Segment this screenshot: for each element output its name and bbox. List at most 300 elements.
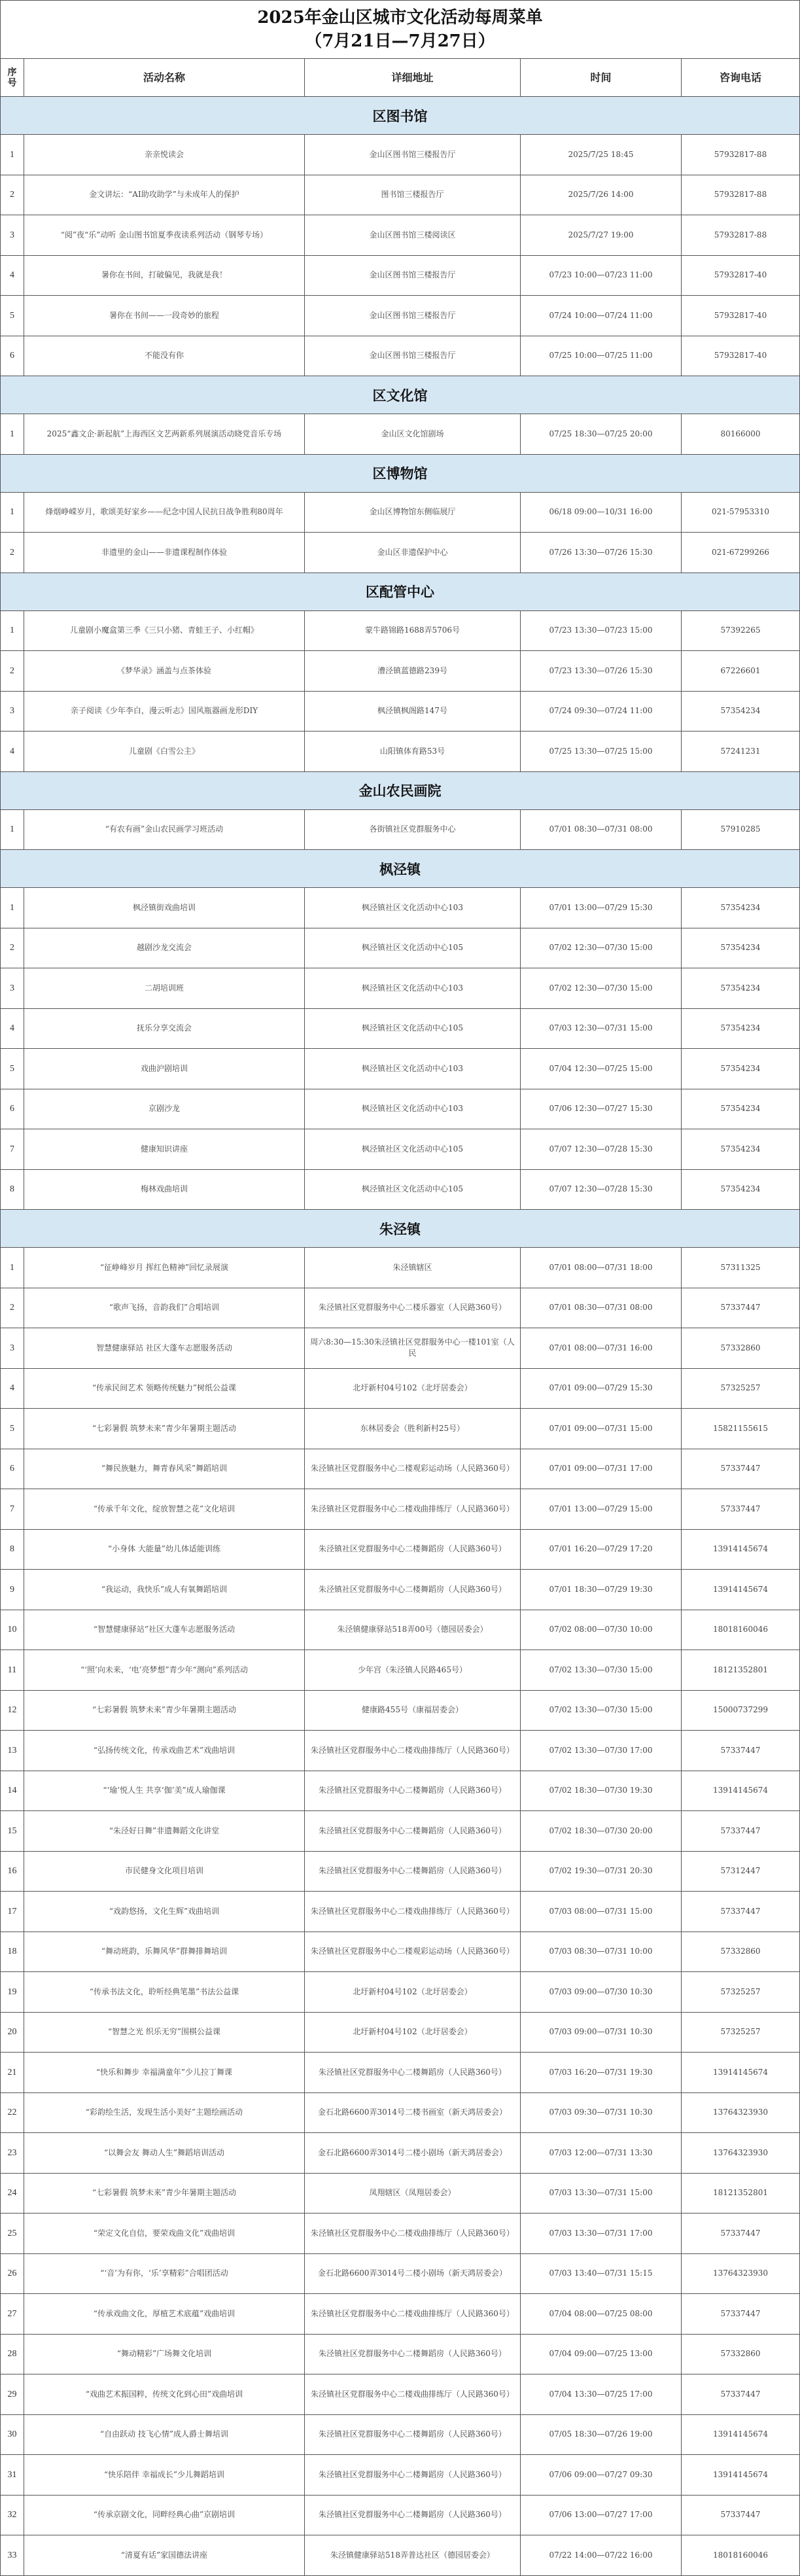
cell-no: 2 (1, 175, 24, 215)
table-row (1, 2496, 799, 2536)
table-row (1, 2455, 799, 2496)
cell-name: 非遗里的金山——非遗课程制作体验 (24, 533, 305, 573)
cell-time: 07/25 13:30—07/25 15:00 (521, 732, 682, 771)
cell-address: 朱泾镇健康驿站518弄00号（德园居委会） (305, 1610, 521, 1650)
cell-phone: 67226601 (720, 665, 761, 675)
cell-address: 金山区非遗保护中心 (305, 533, 521, 573)
cell-address: 金山区图书馆三楼阅读区 (305, 215, 521, 255)
cell-address: 金石北路6600弄3014号二楼书画室（新天鸿居委会） (305, 2093, 521, 2133)
cell-address: 朱泾镇社区党群服务中心二楼观彩运动场（人民路360号） (305, 1449, 521, 1489)
table-title (1, 0, 799, 59)
cell-time: 07/01 08:00—07/31 16:00 (521, 1328, 682, 1368)
cell-name: 2025“鑫文企·新起航”上海西区文艺两新系列展演活动晓党音乐专场 (24, 414, 305, 454)
cell-no: 1 (1, 135, 24, 175)
table-row (1, 2335, 799, 2375)
table-row (1, 2174, 799, 2214)
cell-address: 朱泾镇社区党群服务中心二楼舞蹈房（人民路360号） (305, 1530, 521, 1570)
cell-phone: 021-57953310 (711, 507, 770, 517)
cell-time: 07/01 08:00—07/31 18:00 (521, 1248, 682, 1288)
cell-no: 29 (1, 2374, 24, 2414)
cell-name: 儿童剧小魔盒第三季《三只小猪、青蛙王子、小红帽》 (24, 611, 305, 651)
cell-no: 3 (1, 1328, 24, 1368)
cell-name: 儿童剧《白雪公主》 (24, 732, 305, 771)
cell-time: 07/02 08:00—07/30 10:00 (521, 1610, 682, 1650)
header-no: 序号 (1, 59, 24, 96)
table-row (1, 533, 799, 573)
cell-time: 07/23 13:30—07/23 15:00 (521, 611, 682, 651)
section-header: 朱泾镇 (1, 1210, 799, 1248)
cell-name: 《梦华录》涵盖与点茶体验 (24, 651, 305, 691)
cell-name: “七彩暑假 筑梦未来”青少年暑期主题活动 (24, 1409, 305, 1449)
cell-phone: 13914145674 (713, 2429, 768, 2439)
table-row (1, 2535, 799, 2576)
cell-no: 4 (1, 1369, 24, 1409)
cell-phone: 13764323930 (713, 2147, 768, 2157)
table-row (1, 1892, 799, 1932)
cell-no: 5 (1, 1409, 24, 1449)
cell-address: 枫泾镇社区文化活动中心105 (305, 1009, 521, 1049)
cell-address: 朱泾镇社区党群服务中心二楼戏曲排练厅（人民路360号） (305, 1892, 521, 1932)
cell-time: 07/23 13:30—07/26 15:30 (521, 651, 682, 691)
cell-phone: 57354234 (720, 1144, 761, 1154)
table-row (1, 1691, 799, 1731)
cell-no: 2 (1, 533, 24, 573)
cell-address: 各街镇社区党群服务中心 (305, 810, 521, 850)
table-row (1, 336, 799, 377)
cell-name: 亲子阅读《少年李白，漫云听志》国风瓶器画龙形DIY (24, 692, 305, 732)
cell-phone: 57337447 (720, 1303, 761, 1313)
table-row (1, 2415, 799, 2456)
cell-phone: 57325257 (720, 1383, 761, 1393)
cell-time: 07/26 13:30—07/26 15:30 (521, 533, 682, 573)
cell-no: 20 (1, 2013, 24, 2053)
table-row (1, 1771, 799, 1812)
cell-name: “彩韵绘生活，发现生活小美好”主题绘画活动 (24, 2093, 305, 2133)
table-row (1, 414, 799, 455)
cell-time: 07/03 13:30—07/31 15:00 (521, 2174, 682, 2214)
cell-phone: 57325257 (720, 1986, 761, 1996)
cell-phone: 57932817-88 (714, 190, 767, 200)
cell-address: 金石北路6600弄3014号二楼小剧场（新天鸿居委会） (305, 2254, 521, 2294)
section-header: 金山农民画院 (1, 772, 799, 810)
cell-name: “传承千年文化，绽放智慧之花”文化培训 (24, 1489, 305, 1529)
cell-time: 07/02 18:30—07/30 19:30 (521, 1771, 682, 1811)
cell-phone: 57932817-40 (714, 310, 767, 320)
cell-phone: 18121352801 (713, 2188, 768, 2198)
cell-time: 07/02 12:30—07/30 15:00 (521, 968, 682, 1008)
cell-no: 9 (1, 1570, 24, 1610)
cell-name: “‘音’为有你，‘乐’享精彩”合唱团活动 (24, 2254, 305, 2294)
cell-time: 07/03 13:40—07/31 15:15 (521, 2254, 682, 2294)
table-row (1, 1129, 799, 1170)
cell-time: 07/03 12:00—07/31 13:30 (521, 2133, 682, 2173)
cell-time: 07/03 08:30—07/31 10:00 (521, 1932, 682, 1972)
header-time: 时间 (521, 59, 682, 96)
cell-time: 07/07 12:30—07/28 15:30 (521, 1170, 682, 1210)
cell-no: 5 (1, 296, 24, 336)
table-row (1, 1328, 799, 1369)
cell-name: 戏曲沪剧培训 (24, 1049, 305, 1089)
cell-no: 25 (1, 2214, 24, 2253)
cell-phone: 57932817-40 (714, 270, 767, 280)
cell-no: 7 (1, 1129, 24, 1169)
cell-no: 19 (1, 1972, 24, 2012)
cell-address: 朱泾镇社区党群服务中心二楼戏曲排练厅（人民路360号） (305, 1489, 521, 1529)
cell-name: “舞动精彩”广场舞文化培训 (24, 2335, 305, 2374)
cell-name: “七彩暑假 筑梦未来”青少年暑期主题活动 (24, 2174, 305, 2214)
cell-time: 07/24 09:30—07/24 11:00 (521, 692, 682, 732)
cell-time: 07/07 12:30—07/28 15:30 (521, 1129, 682, 1169)
cell-address: 北圩新村04号102（北圩居委会） (305, 1369, 521, 1409)
cell-no: 8 (1, 1170, 24, 1210)
cell-phone: 57354234 (720, 983, 761, 993)
cell-time: 07/03 09:00—07/31 10:30 (521, 2013, 682, 2053)
cell-address: 朱泾镇社区党群服务中心二楼舞蹈房（人民路360号） (305, 2335, 521, 2374)
cell-no: 32 (1, 2496, 24, 2535)
cell-phone: 57332860 (720, 2349, 761, 2359)
cell-address: 枫泾镇社区文化活动中心103 (305, 1089, 521, 1129)
cell-time: 07/01 13:00—07/29 15:30 (521, 888, 682, 928)
cell-no: 28 (1, 2335, 24, 2374)
cell-name: “七彩暑假 筑梦未来”青少年暑期主题活动 (24, 1691, 305, 1731)
cell-name: “我运动，我快乐”成人有氧舞蹈培训 (24, 1570, 305, 1610)
cell-address: 朱泾镇社区党群服务中心二楼乐器室（人民路360号） (305, 1288, 521, 1328)
cell-address: 周六8:30—15:30朱泾镇社区党群服务中心一楼101室（人民 (305, 1328, 521, 1368)
cell-address: 北圩新村04号102（北圩居委会） (305, 1972, 521, 2012)
cell-address: 朱泾镇社区党群服务中心二楼舞蹈房（人民路360号） (305, 2455, 521, 2495)
table-row (1, 1811, 799, 1852)
header-address: 详细地址 (305, 59, 521, 96)
cell-time: 07/01 08:30—07/31 08:00 (521, 1288, 682, 1328)
section-header: 区文化馆 (1, 376, 799, 414)
cell-address: 朱泾镇社区党群服务中心二楼舞蹈房（人民路360号） (305, 1771, 521, 1811)
cell-name: 市民健身文化项目培训 (24, 1852, 305, 1892)
table-row (1, 1932, 799, 1973)
table-row (1, 1049, 799, 1089)
cell-no: 17 (1, 1892, 24, 1932)
cell-time: 07/01 09:00—07/31 15:00 (521, 1409, 682, 1449)
cell-no: 22 (1, 2093, 24, 2133)
cell-name: “自由跃动 技飞心情”成人爵士舞培训 (24, 2415, 305, 2455)
cell-address: 枫泾镇社区文化活动中心105 (305, 1129, 521, 1169)
cell-address: 朱泾镇社区党群服务中心二楼戏曲排练厅（人民路360号） (305, 2214, 521, 2253)
cell-no: 1 (1, 810, 24, 850)
cell-phone: 13914145674 (713, 1786, 768, 1795)
cell-address: 健康路455号（康福居委会） (305, 1691, 521, 1731)
cell-name: “荣定文化自信，要荣戏曲文化”戏曲培训 (24, 2214, 305, 2253)
cell-address: 枫泾镇社区文化活动中心103 (305, 968, 521, 1008)
table-row (1, 2133, 799, 2174)
table-row (1, 296, 799, 336)
cell-no: 1 (1, 414, 24, 454)
cell-no: 21 (1, 2053, 24, 2092)
table-row (1, 1089, 799, 1130)
cell-no: 8 (1, 1530, 24, 1570)
cell-address: 朱泾镇社区党群服务中心二楼舞蹈房（人民路360号） (305, 1811, 521, 1851)
cell-name: 梅林戏曲培训 (24, 1170, 305, 1210)
section-header: 区图书馆 (1, 97, 799, 135)
cell-no: 1 (1, 493, 24, 533)
table-row (1, 888, 799, 928)
table-row (1, 1449, 799, 1490)
cell-address: 金山区图书馆三楼报告厅 (305, 256, 521, 296)
table-row (1, 651, 799, 692)
cell-address: 朱泾镇社区党群服务中心二楼戏曲排练厅（人民路360号） (305, 1731, 521, 1771)
cell-address: 图书馆三楼报告厅 (305, 175, 521, 215)
section-header: 区配管中心 (1, 573, 799, 611)
cell-time: 07/03 08:00—07/31 15:00 (521, 1892, 682, 1932)
cell-no: 6 (1, 336, 24, 376)
cell-name: “戏曲艺术振国粹，传统文化到心田”戏曲培训 (24, 2374, 305, 2414)
cell-time: 2025/7/26 14:00 (521, 175, 682, 215)
cell-name: “以舞会友 舞动人生”舞蹈培训活动 (24, 2133, 305, 2173)
cell-time: 07/25 10:00—07/25 11:00 (521, 336, 682, 376)
cell-no: 15 (1, 1811, 24, 1851)
cell-phone: 13764323930 (713, 2268, 768, 2278)
cell-time: 07/02 13:30—07/30 15:00 (521, 1650, 682, 1690)
cell-time: 07/03 16:20—07/31 19:30 (521, 2053, 682, 2092)
cell-phone: 13914145674 (713, 1544, 768, 1554)
cell-phone: 57337447 (720, 1745, 761, 1755)
cell-no: 26 (1, 2254, 24, 2294)
cell-address: 朱泾镇辖区 (305, 1248, 521, 1288)
cell-phone: 15000737299 (713, 1705, 768, 1715)
cell-phone: 57354234 (720, 943, 761, 953)
cell-name: “传承京剧文化，同畔经典心曲”京剧培训 (24, 2496, 305, 2535)
cell-phone: 57910285 (720, 824, 761, 834)
cell-no: 16 (1, 1852, 24, 1892)
table-row (1, 2053, 799, 2093)
cell-phone: 57337447 (720, 1464, 761, 1473)
cell-no: 13 (1, 1731, 24, 1771)
cell-address: 蒙牛路锦路1688弄5706号 (305, 611, 521, 651)
cell-time: 07/01 18:30—07/29 19:30 (521, 1570, 682, 1610)
cell-name: 智慧健康驿站 社区大蓬车志愿服务活动 (24, 1328, 305, 1368)
table-row (1, 215, 799, 256)
cell-phone: 13764323930 (713, 2108, 768, 2117)
table-row (1, 1369, 799, 1409)
cell-no: 6 (1, 1089, 24, 1129)
cell-name: 越剧沙龙交流会 (24, 928, 305, 968)
cell-no: 12 (1, 1691, 24, 1731)
cell-time: 07/01 16:20—07/29 17:20 (521, 1530, 682, 1570)
cell-address: 枫泾镇社区文化活动中心103 (305, 1049, 521, 1089)
table-row (1, 2013, 799, 2053)
cell-name: “戏韵悠扬，文化生辉”戏曲培训 (24, 1892, 305, 1932)
cell-address: 凤翔辖区（凤翔居委会） (305, 2174, 521, 2214)
cell-name: 抚乐分享交流会 (24, 1009, 305, 1049)
cell-phone: 021-67299266 (711, 547, 770, 557)
table-row (1, 611, 799, 652)
cell-name: 亲亲悦读会 (24, 135, 305, 175)
cell-time: 07/25 18:30—07/25 20:00 (521, 414, 682, 454)
cell-phone: 13914145674 (713, 1584, 768, 1594)
cell-no: 33 (1, 2535, 24, 2575)
table-row (1, 1170, 799, 1210)
cell-no: 11 (1, 1650, 24, 1690)
cell-time: 07/01 13:00—07/29 15:00 (521, 1489, 682, 1529)
table-row (1, 1248, 799, 1288)
table-row (1, 2254, 799, 2295)
title-line-2: （7月21日—7月27日） (305, 31, 495, 51)
cell-phone: 57311325 (720, 1262, 761, 1272)
cell-no: 23 (1, 2133, 24, 2173)
cell-address: 金山区博物馆东侧临展厅 (305, 493, 521, 533)
cell-address: 朱泾镇社区党群服务中心二楼舞蹈房（人民路360号） (305, 1852, 521, 1892)
cell-no: 1 (1, 1248, 24, 1288)
table-row (1, 256, 799, 296)
cell-phone: 15821155615 (713, 1423, 768, 1433)
cell-time: 07/01 08:30—07/31 08:00 (521, 810, 682, 850)
cell-name: “‘瑜’悦人生 共享‘伽’美”成人瑜伽课 (24, 1771, 305, 1811)
cell-address: 朱泾镇健康驿站518弄普达社区（德园居委会） (305, 2535, 521, 2575)
cell-name: “智慧之光 织乐无穷”围棋公益课 (24, 2013, 305, 2053)
header-row (1, 59, 799, 97)
cell-time: 07/01 09:00—07/31 17:00 (521, 1449, 682, 1489)
cell-time: 06/18 09:00—10/31 16:00 (521, 493, 682, 533)
table-row (1, 732, 799, 772)
cell-phone: 57337447 (720, 2510, 761, 2520)
cell-no: 3 (1, 692, 24, 732)
cell-name: “‘照’向未来，‘电’亮梦想”青少年“测向”系列活动 (24, 1650, 305, 1690)
cell-name: 不能没有你 (24, 336, 305, 376)
section-header: 枫泾镇 (1, 850, 799, 888)
cell-no: 18 (1, 1932, 24, 1972)
cell-address: 山阳镇体育路53号 (305, 732, 521, 771)
table-row (1, 1009, 799, 1050)
section-header: 区博物馆 (1, 455, 799, 493)
cell-no: 30 (1, 2415, 24, 2455)
cell-no: 6 (1, 1449, 24, 1489)
cell-address: 少年宫（朱泾镇人民路465号） (305, 1650, 521, 1690)
cell-address: 金山区文化馆剧场 (305, 414, 521, 454)
cell-time: 07/03 09:00—07/30 10:30 (521, 1972, 682, 2012)
table-row (1, 2093, 799, 2134)
cell-phone: 57312447 (720, 1866, 761, 1876)
cell-phone: 57325257 (720, 2027, 761, 2037)
cell-name: “快乐陪伴 幸福成长”少儿舞蹈培训 (24, 2455, 305, 2495)
cell-time: 07/22 14:00—07/22 16:00 (521, 2535, 682, 2575)
cell-phone: 57354234 (720, 706, 761, 716)
table-row (1, 1852, 799, 1892)
table-row (1, 2294, 799, 2335)
cell-name: 京剧沙龙 (24, 1089, 305, 1129)
table-row (1, 1731, 799, 1771)
cell-phone: 13914145674 (713, 2067, 768, 2077)
cell-name: “歌声飞扬，音韵我们”合唱培训 (24, 1288, 305, 1328)
cell-time: 07/06 13:00—07/27 17:00 (521, 2496, 682, 2535)
cell-time: 2025/7/25 18:45 (521, 135, 682, 175)
table-row (1, 2374, 799, 2415)
cell-name: “快乐和舞步 幸福满童年”少儿拉丁舞课 (24, 2053, 305, 2092)
cell-name: 烽烟峥嵘岁月，歌颂美好家乡——纪念中国人民抗日战争胜利80周年 (24, 493, 305, 533)
cell-name: “有农有画”金山农民画学习班活动 (24, 810, 305, 850)
table-row (1, 1530, 799, 1570)
cell-phone: 57337447 (720, 1906, 761, 1916)
cell-no: 10 (1, 1610, 24, 1650)
cell-time: 07/23 10:00—07/23 11:00 (521, 256, 682, 296)
cell-address: 漕泾镇蓝德路239号 (305, 651, 521, 691)
cell-time: 07/02 12:30—07/30 15:00 (521, 928, 682, 968)
table-row (1, 1570, 799, 1610)
table-row (1, 1288, 799, 1329)
table-row (1, 1972, 799, 2013)
cell-phone: 57332860 (720, 1947, 761, 1956)
title-line-1: 2025年金山区城市文化活动每周菜单 (257, 8, 543, 27)
cell-name: “传承书法文化，聆听经典笔墨”书法公益课 (24, 1972, 305, 2012)
table-row (1, 135, 799, 175)
table-body (1, 97, 799, 2576)
table-row (1, 1409, 799, 1449)
cell-no: 2 (1, 1288, 24, 1328)
cell-no: 31 (1, 2455, 24, 2495)
cell-phone: 13914145674 (713, 2469, 768, 2479)
cell-phone: 18018160046 (713, 2550, 768, 2560)
cell-phone: 57337447 (720, 2228, 761, 2238)
table-row (1, 1610, 799, 1651)
cell-phone: 57354234 (720, 1104, 761, 1114)
header-name: 活动名称 (24, 59, 305, 96)
cell-time: 07/03 13:30—07/31 17:00 (521, 2214, 682, 2253)
table-row (1, 2214, 799, 2254)
cell-no: 27 (1, 2294, 24, 2334)
cell-no: 3 (1, 968, 24, 1008)
cell-name: “阅”夜“乐”动听 金山图书馆夏季夜读系列活动（钢琴专场） (24, 215, 305, 255)
table-row (1, 692, 799, 732)
cell-address: 朱泾镇社区党群服务中心二楼观彩运动场（人民路360号） (305, 1932, 521, 1972)
cell-address: 朱泾镇社区党群服务中心二楼戏曲排练厅（人民路360号） (305, 2374, 521, 2414)
cell-time: 07/01 09:00—07/29 15:30 (521, 1369, 682, 1409)
cell-time: 07/02 13:30—07/30 17:00 (521, 1731, 682, 1771)
cell-phone: 57241231 (720, 746, 761, 756)
cell-address: 朱泾镇社区党群服务中心二楼戏曲排练厅（人民路360号） (305, 2294, 521, 2334)
cell-name: “朱泾好日舞”非遗舞蹈文化讲堂 (24, 1811, 305, 1851)
cell-no: 3 (1, 215, 24, 255)
cell-address: 金山区图书馆三楼报告厅 (305, 336, 521, 376)
table-row (1, 810, 799, 851)
table-row (1, 175, 799, 216)
cell-address: 朱泾镇社区党群服务中心二楼舞蹈房（人民路360号） (305, 2415, 521, 2455)
cell-name: 暑你在书间，打破偏见，我就是我！ (24, 256, 305, 296)
cell-address: 金石北路6600弄3014号二楼小剧场（新天鸿居委会） (305, 2133, 521, 2173)
cell-no: 4 (1, 256, 24, 296)
cell-address: 枫泾镇社区文化活动中心103 (305, 888, 521, 928)
cell-phone: 18018160046 (713, 1625, 768, 1634)
cell-time: 07/06 12:30—07/27 15:30 (521, 1089, 682, 1129)
cell-no: 1 (1, 888, 24, 928)
cell-time: 07/04 09:00—07/25 13:00 (521, 2335, 682, 2374)
cell-name: “传承民间艺术 领略传统魅力”树纸公益课 (24, 1369, 305, 1409)
cell-no: 7 (1, 1489, 24, 1529)
cell-name: “舞民族魅力，舞青春风采”舞蹈培训 (24, 1449, 305, 1489)
cell-address: 金山区图书馆三楼报告厅 (305, 135, 521, 175)
cell-phone: 57932817-88 (714, 149, 767, 159)
cell-address: 朱泾镇社区党群服务中心二楼舞蹈房（人民路360号） (305, 2053, 521, 2092)
cell-no: 2 (1, 651, 24, 691)
cell-time: 07/05 18:30—07/26 19:00 (521, 2415, 682, 2455)
cell-name: 金文讲坛：“AI助攻助学”与未成年人的保护 (24, 175, 305, 215)
cell-no: 14 (1, 1771, 24, 1811)
cell-phone: 57332860 (720, 1343, 761, 1352)
cell-address: 枫泾镇社区文化活动中心105 (305, 1170, 521, 1210)
cell-address: 金山区图书馆三楼报告厅 (305, 296, 521, 336)
cell-address: 枫泾镇社区文化活动中心105 (305, 928, 521, 968)
cell-name: 枫泾镇街戏曲培训 (24, 888, 305, 928)
cell-address: 枫泾镇枫阁路147号 (305, 692, 521, 732)
cell-phone: 57354234 (720, 902, 761, 912)
cell-address: 东林居委会（胜利新村25号） (305, 1409, 521, 1449)
cell-time: 07/04 08:00—07/25 08:00 (521, 2294, 682, 2334)
